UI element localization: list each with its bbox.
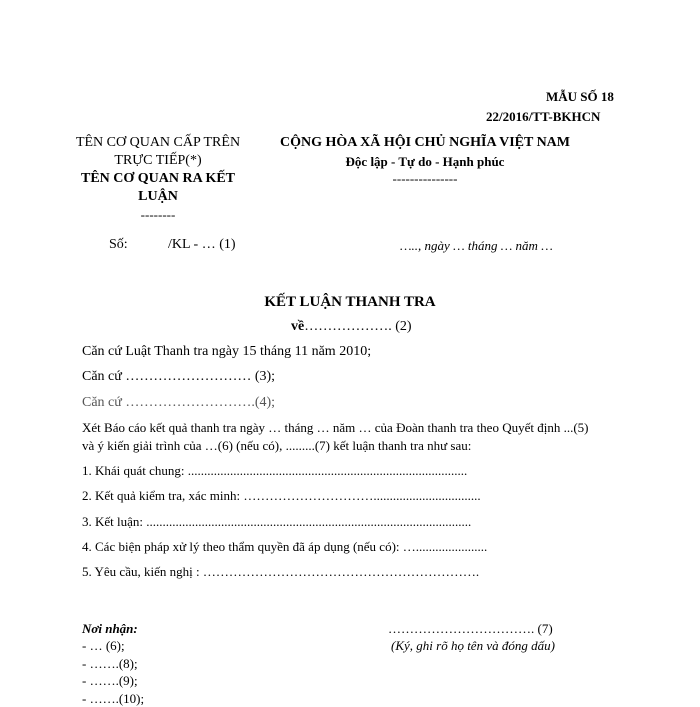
subject-value: ………………. (2): [304, 319, 412, 334]
national-motto: Độc lập - Tự do - Hạnh phúc: [345, 154, 505, 169]
legal-basis-3: Căn cứ ……………………….(4);: [82, 395, 276, 410]
legal-basis-2: Căn cứ ……………………… (3);: [82, 369, 276, 384]
document-title: KẾT LUẬN THANH TRA: [264, 294, 436, 310]
item-general-overview: 1. Khái quát chung: ......................................................................................: [82, 463, 468, 478]
form-code: MẪU SỐ 18: [546, 89, 614, 104]
parent-agency-line2: TRỰC TIẾP(*): [114, 153, 202, 168]
signature-line: ……………………………. (7): [388, 621, 553, 636]
consideration-line1: Xét Báo cáo kết quả thanh tra ngày … tháng … năm … của Đoàn thanh tra theo Quyết định ...(5): [82, 420, 589, 435]
form-regulation: 22/2016/TT-BKHCN: [486, 109, 601, 124]
document-number-label: Số:: [109, 237, 128, 252]
date-line: ….., ngày … tháng … năm …: [400, 238, 553, 253]
document-number-value: /KL - … (1): [168, 237, 236, 252]
issuing-agency-line1: TÊN CƠ QUAN RA KẾT: [80, 171, 236, 186]
recipient-item: - …….(9);: [82, 673, 138, 688]
item-inspection-results: 2. Kết quả kiểm tra, xác minh: ………………………….................................: [82, 488, 481, 503]
item-requests: 5. Yêu cầu, kiến nghị : ……………………………………………………….: [82, 564, 480, 579]
legal-basis-1: Căn cứ Luật Thanh tra ngày 15 tháng 11 năm 2010;: [82, 344, 372, 359]
parent-agency-line1: TÊN CƠ QUAN CẤP TRÊN: [75, 135, 241, 150]
national-divider: ---------------: [392, 171, 458, 186]
issuing-agency-line2: LUẬN: [138, 189, 178, 204]
recipients-label: Nơi nhận:: [82, 621, 138, 636]
document-subject: [291, 319, 412, 335]
signature-note: (Ký, ghi rõ họ tên và đóng dấu): [391, 638, 555, 653]
recipient-item: - … (6);: [82, 638, 125, 653]
recipient-item: - …….(8);: [82, 656, 138, 671]
subject-label: về: [291, 319, 305, 334]
national-title: CỘNG HÒA XÃ HỘI CHỦ NGHĨA VIỆT NAM: [279, 135, 570, 150]
item-measures: 4. Các biện pháp xử lý theo thẩm quyền đã áp dụng (nếu có): …......................: [82, 539, 488, 554]
item-conclusion: 3. Kết luận: ....................................................................................................: [82, 514, 472, 529]
agency-divider: --------: [140, 207, 176, 222]
recipient-item: - …….(10);: [82, 691, 145, 706]
consideration-line2: và ý kiến giải trình của …(6) (nếu có), .........(7) kết luận thanh tra như sau:: [82, 438, 472, 453]
